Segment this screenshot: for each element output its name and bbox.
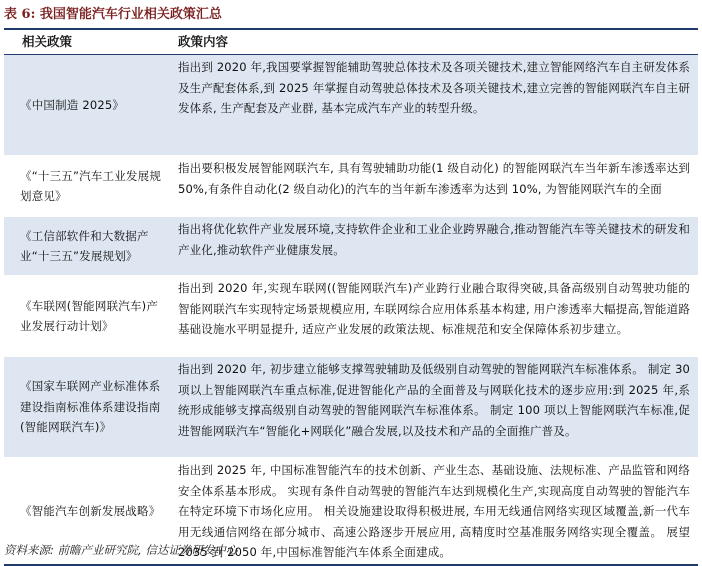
content-cell: 指出到 2025 年, 中国标准智能汽车的技术创新、产业生态、基础设施、法规标准、产品监管和网络安全体系基本形成。 实现有条件自动驾驶的智能汽车达到规模化生产,实现高度自动驾驶的智能汽车在特定环境下市场化应用。 相关设施建设取得积极进展, 车用无线通信网络实现区域覆盖,新一代车用无线通信网络在部分城市、高速公路逐步开展应用, 高精度时空基准服务网络实现全覆盖。 展望 2035 到 2050 年,中国标准智能汽车体系全面建成。 bbox=[178, 463, 690, 559]
policy-cell: 《国家车联网产业标准体系建设指南标准体系建设指南 (智能网联汽车)》 bbox=[20, 379, 161, 435]
table-row bbox=[4, 55, 698, 156]
content-cell: 指出到 2020 年,实现车联网((智能网联汽车)产业跨行业融合取得突破,具备高级别自动驾驶功能的智能网联汽车实现特定场景规模应用, 车联网综合应用体系基本构建, 用户渗透率大幅提高,智能道路基础设施水平明显提升, 适应产业发展的政策法规、标准规范和安全保障体系初步建立。 bbox=[178, 281, 690, 336]
content-cell: 指出到 2020 年,我国要掌握智能辅助驾驶总体技术及各项关键技术,建立智能网络汽车自主研发体系及生产配套体系,到 2025 年掌握自动驾驶总体技术及各项关键技术,建立完善的智能网联汽车自主研发体系, 生产配套及产业群, 基本完成汽车产业的转型升级。 bbox=[178, 60, 690, 115]
policy-cell: 《“十三五”汽车工业发展规划意见》 bbox=[20, 168, 162, 203]
table-row bbox=[4, 357, 698, 458]
table-row bbox=[4, 156, 698, 217]
policy-table bbox=[4, 28, 698, 566]
policy-cell: 《智能汽车创新发展战略》 bbox=[20, 503, 161, 518]
content-cell: 指出要积极发展智能网联汽车, 具有驾驶辅助功能(1 级自动化) 的智能网联汽车当年新车渗透率达到 50%,有条件自动化(2 级自动化)的汽车的当年新车渗透率为达到 10%, 为智能网联汽车的全面 bbox=[178, 161, 690, 196]
table-row bbox=[4, 276, 698, 357]
content-cell: 指出到 2020 年, 初步建立能够支撑驾驶辅助及低级别自动驾驶的智能网联汽车标准体系。 制定 30 项以上智能网联汽车重点标准,促进智能化产品的全面普及与网联化技术的逐步应用:到 2025 年,系统形成能够支撑高级别自动驾驶的智能网联汽车标准体系。 制定 100 项以上智能网联汽车标准,促进智能网联汽车“智能化+网联化”融合发展,以及技术和产品的全面推广普及。 bbox=[178, 362, 690, 438]
header-policy: 相关政策 bbox=[22, 34, 73, 49]
table-header-row bbox=[4, 30, 698, 55]
table-row bbox=[4, 217, 698, 276]
policy-cell: 《车联网(智能网联汽车)产业发展行动计划》 bbox=[20, 298, 159, 333]
content-cell: 指出将优化软件产业发展环境,支持软件企业和工业企业跨界融合,推动智能汽车等关键技术的研发和产业化,推动软件产业健康发展。 bbox=[178, 222, 690, 257]
policy-cell: 《工信部软件和大数据产业“十三五”发展规划》 bbox=[20, 228, 149, 263]
header-content: 政策内容 bbox=[178, 34, 229, 49]
policy-cell: 《中国制造 2025》 bbox=[20, 97, 125, 112]
table-caption: 表 6: 我国智能汽车行业相关政策汇总 bbox=[4, 7, 222, 22]
source-note: 资料来源: 前瞻产业研究院, 信达证券研发中心 bbox=[4, 543, 238, 557]
